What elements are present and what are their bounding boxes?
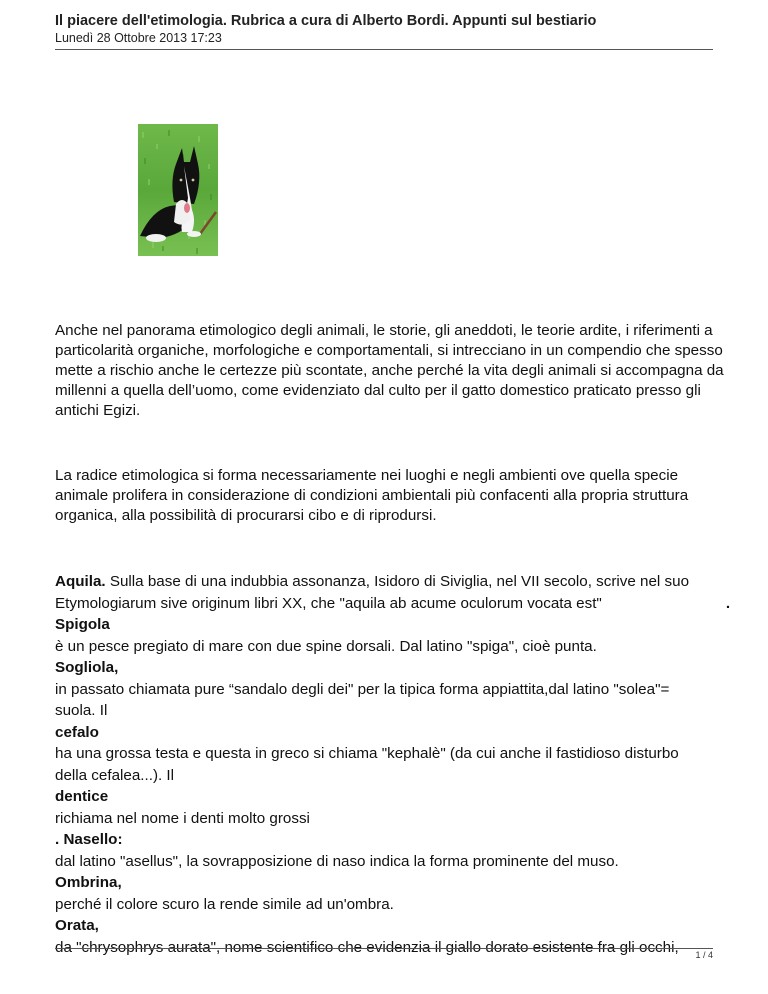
def-sogliola: in passato chiamata pure “sandalo degli dei" per la tipica forma appiattita,dal latino "solea"= [55, 680, 670, 698]
def-nasello: dal latino "asellus", la sovrapposizione di naso indica la forma prominente del muso. [55, 852, 619, 870]
page-number: 1 / 4 [695, 950, 713, 960]
entry-aquila [55, 571, 730, 593]
article-title: Il piacere dell'etimologia. Rubrica a cura di Alberto Bordi. Appunti sul bestiario [55, 13, 597, 29]
def-spigola: è un pesce pregiato di mare con due spine dorsali. Dal latino "spiga", cioè punta. [55, 637, 597, 655]
animal-entries [55, 571, 730, 958]
root-paragraph: La radice etimologica si forma necessariamente nei luoghi e negli ambienti ove quella specie animale prolifera in considerazione di condizioni ambientali più confacenti alla propria struttura organica, alla possibilità di procurarsi cibo e di riprodursi. [55, 467, 689, 524]
term-cefalo: cefalo [55, 723, 99, 741]
def-aquila: Sulla base di una indubbia assonanza, Isidoro di Siviglia, nel VII secolo, scrive nel suo [105, 573, 690, 590]
article-date: Lunedì 28 Ottobre 2013 17:23 [55, 31, 222, 45]
intro-paragraph: Anche nel panorama etimologico degli animali, le storie, gli aneddoti, le teorie ardite, i riferimenti a particolarità organiche, morfologiche e comportamentali, si intrecciano in un compendio che spesso mette a rischio anche le certezze più scontate, anche perché la vita degli animali si accompagna da millenni a quella dell’uomo, come evidenziato dal culto per il gatto domestico praticato presso gli antichi Egizi. [55, 322, 724, 419]
dog-photo [138, 124, 218, 256]
def-sogliola-cont: suola. Il [55, 702, 108, 719]
dog-icon [138, 124, 218, 256]
footer-divider [55, 948, 713, 949]
header-divider [55, 49, 713, 50]
def-cefalo-cont: della cefalea...). Il [55, 766, 175, 784]
term-orata: Orata, [55, 917, 99, 934]
aquila-dot: . [725, 594, 731, 612]
term-spigola: Spigola [55, 616, 110, 633]
def-aquila-cont: Etymologiarum sive originum libri XX, che "aquila ab acume oculorum vocata est" [55, 594, 602, 612]
term-nasello: . Nasello: [55, 831, 123, 848]
term-aquila: Aquila. [55, 573, 106, 590]
term-dentice: dentice [55, 788, 109, 805]
def-dentice: richiama nel nome i denti molto grossi [55, 809, 310, 827]
term-sogliola: Sogliola, [55, 659, 119, 676]
def-ombrina: perché il colore scuro la rende simile ad un'ombra. [55, 895, 394, 913]
term-ombrina: Ombrina, [55, 874, 122, 891]
def-orata: da "chrysophrys aurata", nome scientifico che evidenzia il giallo dorato esistente fra gli occhi, [55, 938, 679, 956]
page-header [55, 12, 713, 46]
entry-aquila-cont [55, 593, 730, 615]
def-cefalo: ha una grossa testa e questa in greco si chiama "kephalè" (da cui anche il fastidioso disturbo [55, 745, 679, 762]
